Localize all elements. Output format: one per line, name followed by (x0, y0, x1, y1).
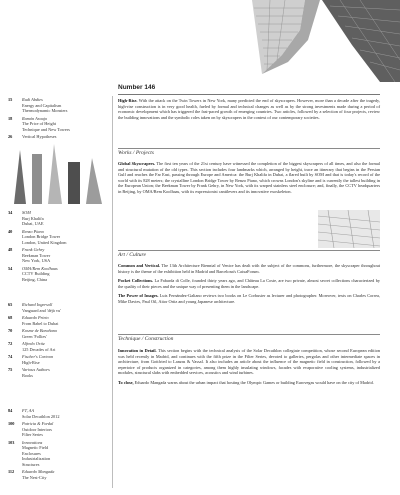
toc-entry[interactable] (8, 116, 108, 133)
toc-entry[interactable] (8, 440, 108, 468)
toc-author: Patricia & Fordal (22, 421, 54, 426)
section-paragraph (118, 348, 380, 376)
toc-author: Richard Ingersoll (22, 302, 53, 307)
toc-group (8, 210, 108, 284)
toc-title: London, United Kingdom (22, 239, 67, 245)
toc-page-number: 65 (8, 302, 13, 307)
section-art-culture (118, 263, 380, 309)
toc-title: Technique and New Towers (22, 126, 70, 132)
toc-title: CCTV Building (22, 271, 50, 276)
section-heading: Technique / Construction (118, 336, 174, 342)
toc-author: Renzo Piano (22, 228, 44, 234)
section-paragraph (118, 98, 380, 120)
toc-title: 125 Decades of Art (22, 346, 56, 352)
toc-page-number: 48 (8, 247, 13, 252)
toc-title: The Nest-City (22, 474, 47, 480)
toc-title: Filter Series (22, 432, 43, 437)
toc-title: Structures (22, 461, 40, 467)
toc-title: Magnetic Field (22, 445, 49, 450)
section-heading: Works / Projects (118, 150, 154, 156)
column-divider (112, 96, 113, 488)
facade-detail-graphic (318, 210, 380, 248)
toc-entry[interactable] (8, 354, 108, 365)
toc-author: Fischer's Cartoon (22, 354, 54, 359)
toc-title: London Bridge Tower (22, 234, 61, 239)
issue-number-label: Number 146 (118, 84, 156, 91)
toc-author: SOM (22, 210, 31, 215)
toc-entry[interactable] (8, 247, 108, 264)
toc-author: Frank Gehry (22, 247, 45, 252)
toc-title: Vanguard and 'déjà vu' (22, 307, 61, 313)
toc-title: The Price of Height (22, 121, 57, 126)
paragraph-lead: The Power of Images. (118, 293, 159, 299)
toc-entry[interactable] (8, 302, 108, 313)
toc-page-number: 75 (8, 367, 13, 372)
toc-author: Rudi Abdies (22, 97, 43, 102)
toc-author: Alfredo Ortiz (22, 341, 45, 346)
toc-entry[interactable] (8, 328, 108, 339)
toc-title: High-Rise (22, 359, 40, 365)
toc-author: Innovations (22, 439, 43, 445)
toc-page-number: 40 (8, 228, 13, 234)
toc-title: Vertical Hypotheses (22, 134, 57, 139)
paragraph-lead: Innovation in Detail. (118, 348, 157, 353)
toc-entry[interactable] (8, 408, 108, 419)
section-high-rise (118, 98, 380, 124)
paragraph-text: Luis Fernández-Galiano reviews two books on Le Corbusier as lecturer and photographer. Moreover, texts on Charles Correa, Mike Davies, Paul Oil, Aitor Ortiz and young Japanese architecture. (118, 293, 380, 304)
toc-entry[interactable] (8, 315, 108, 326)
toc-author: Kosme de Barañano (22, 328, 58, 333)
toc-entry[interactable] (8, 229, 108, 246)
toc-author: OMA/Rem Koolhaas (22, 265, 58, 271)
top-divider (118, 94, 380, 95)
paragraph-lead: Pocket Collections. (118, 278, 154, 284)
toc-page-number: 34 (8, 210, 13, 215)
paragraph-lead: High-Rise. (118, 98, 138, 103)
skyscraper-photo-image (0, 0, 400, 82)
toc-page-number: 84 (8, 408, 13, 413)
toc-page-number: 100 (8, 421, 15, 426)
toc-author: Various Authors (22, 367, 50, 372)
toc-page-number: 70 (8, 328, 13, 333)
section-divider (118, 148, 380, 149)
paragraph-text: La Fabarda di Colle, founded thirty years ago, and Château La Coste, are two private, almost secret collections characterized by the quality of their pieces and the unique way of presenting them in the landscape. (118, 278, 380, 289)
toc-page-number: 72 (8, 341, 13, 346)
paragraph-lead: Global Skyscrapers. (118, 161, 156, 166)
toc-title: Green 'Follies' (22, 333, 47, 339)
toc-page-number: 15 (8, 97, 13, 102)
toc-author: Eduardo Prieto (22, 315, 49, 320)
paragraph-text: The first ten years of the 21st century have witnessed the completion of the biggest skyscrapers of all times, and also the formal and structural mutation of the old types. This section includes four landmarks which, arranged by height, trace an itinerary that begins in the Persian Gulf and reaches the Far East, passing through Europe and America: the Burj Khalifa in Dubai, a flared built by SOM and that is today's record of the world with its 828 meters; the crystalline London Bridge Tower by Renzo Piano, which crowns London's skyline and is currently the tallest building in the European Union; the Beekman Tower by Frank Gehry, in New York, with its warped stainless steel enclosure; and, finally, the CCTV headquarters in Beijing, by OMA/Rem Koolhaas, with its expressionist cantilevers and its innovative exoskeleton. (118, 161, 380, 194)
paragraph-text: Eduardo Mangada warns about the urban impact that hosting the Olympic Games or building Eurovegas would have on the city of Madrid. (133, 379, 374, 385)
header-photo (0, 0, 400, 82)
section-divider (118, 334, 380, 335)
toc-title: Beijing, China (22, 276, 48, 282)
toc-page-number: 68 (8, 315, 13, 320)
toc-entry[interactable] (8, 97, 108, 114)
toc-title: Energy and Capitalism (22, 102, 62, 108)
toc-entry[interactable] (8, 421, 108, 438)
toc-title: Industrialization (22, 456, 51, 461)
toc-author: Eduardo Mangada (22, 469, 55, 474)
toc-page-number: 26 (8, 134, 13, 139)
section-thumbnail (8, 140, 108, 204)
facade-detail-image (318, 210, 380, 248)
toc-page-number: 112 (8, 469, 15, 474)
paragraph-lead: To close, (118, 379, 134, 385)
toc-page-number: 103 (8, 439, 15, 445)
section-paragraph (118, 293, 380, 304)
paragraph-lead: Common and Vertical. (118, 263, 161, 268)
tower-collage-image (8, 140, 108, 204)
section-paragraph (118, 263, 380, 274)
toc-entry[interactable] (8, 210, 108, 227)
toc-title: Thermodynamic Monsters (22, 108, 68, 113)
toc-entry[interactable] (8, 266, 108, 283)
section-paragraph (118, 161, 380, 195)
toc-page-number: 18 (8, 115, 13, 121)
section-works-projects (118, 161, 380, 199)
toc-entry[interactable] (8, 341, 108, 352)
section-heading: Art / Culture (118, 252, 146, 258)
toc-entry[interactable] (8, 469, 108, 480)
toc-group (8, 302, 108, 380)
toc-title: Beekman Tower (22, 252, 51, 258)
toc-title: Outdoor Interiors (22, 426, 52, 432)
paragraph-text: The 13th Architecture Biennial of Venice has dealt with the subject of the commons, furthermore, the skyscraper throughout history is the theme of the exhibition held in Madrid and Barcelona's CaixaForum. (118, 263, 381, 274)
paragraph-text: This section begins with the technical analysis of the Solar Decathlon collegiate competition, whose second European edition was held recently in Madrid, and continues with the fifth prize in the Filter Series, devoted to galleries, pergolas and other intermediate spaces in architecture, from Gottfried to Lanzas & Vassal. It also includes an article about the influence of the magnetic field in construction, followed by a repertoire of products organized in categories, among them highly insulating windows, facades with evaporative cooling systems, industrialized modules, structural slabs with embedded services, acoustics and wind turbines. (118, 348, 380, 376)
toc-title: Burj Khalifa (22, 215, 44, 221)
paragraph-text: With the attack on the Twin Towers in New York, many predicted the end of skyscrapers. However, more than a decade after the tragedy, high-rise construction is in very good health, fueled by formal and technical changes as well as by the strong investments made during a period of economic development which has triggered the fast-paced growth of emerging countries. Two articles, followed by a selection of four projects, review the building innovations and the symbolic roles taken on by skyscrapers in the context of our contemporary societies. (118, 98, 380, 120)
toc-author: Ramón Araujo (22, 115, 48, 121)
toc-author: FT, AA (22, 408, 35, 413)
toc-title: Enclosures (22, 450, 41, 456)
section-technique-construction (118, 348, 380, 390)
toc-page-number: 74 (8, 354, 13, 359)
toc-title: New York, USA (22, 258, 51, 263)
section-divider (118, 250, 380, 251)
toc-title: From Babel to Dubai (22, 320, 59, 326)
toc-group (8, 408, 108, 482)
toc-page-number: 54 (8, 265, 13, 271)
toc-title: Solar Decathlon 2012 (22, 413, 60, 419)
section-paragraph (118, 380, 380, 386)
section-paragraph (118, 278, 380, 289)
toc-title: Books (22, 372, 33, 378)
toc-entry[interactable] (8, 367, 108, 378)
toc-title: Dubai, UAE (22, 221, 44, 226)
